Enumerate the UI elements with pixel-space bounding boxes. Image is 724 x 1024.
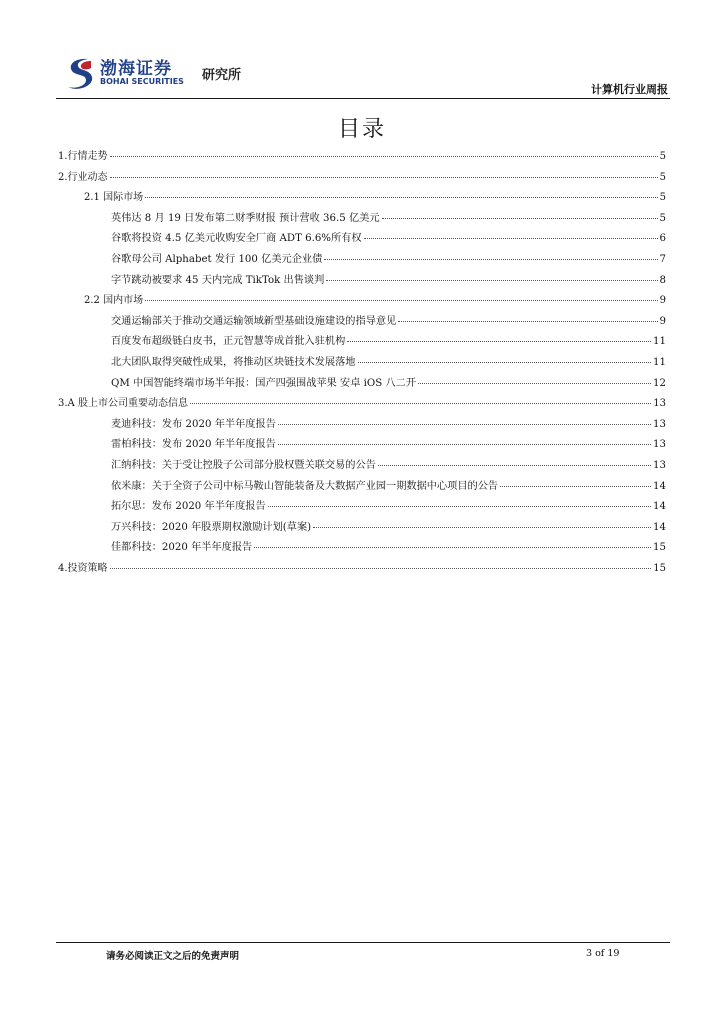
toc-leader: [110, 156, 658, 157]
toc-leader: [278, 424, 651, 425]
toc-entry-page: 14: [653, 480, 666, 492]
toc-entry[interactable]: [58, 312, 666, 333]
report-type: 计算机行业周报: [591, 83, 668, 96]
toc-entry-page: 13: [653, 439, 666, 451]
toc-entry[interactable]: [58, 229, 666, 250]
toc-entry[interactable]: [58, 497, 666, 518]
toc-entry-text: 2.2 国内市场: [84, 295, 144, 307]
toc-entry-text: 万兴科技：2020 年股票期权激励计划(草案): [111, 521, 312, 533]
toc-entry[interactable]: [58, 209, 666, 230]
toc-entry-text: 北大团队取得突破性成果，将推动区块链技术发展落地: [111, 356, 356, 368]
toc-entry-page: 9: [659, 315, 666, 327]
toc-entry-text: 3.A 股上市公司重要动态信息: [58, 398, 188, 410]
toc-entry-text: 谷歌母公司 Alphabet 发行 100 亿美元企业债: [111, 253, 323, 265]
toc-entry-page: 13: [653, 459, 666, 471]
toc-entry[interactable]: [58, 456, 666, 477]
toc-leader: [500, 486, 651, 487]
toc-entry-page: 12: [653, 377, 666, 389]
toc-leader: [324, 259, 657, 260]
toc-entry[interactable]: [58, 559, 666, 580]
toc-entry-page: 5: [659, 171, 666, 183]
toc-entry[interactable]: [58, 332, 666, 353]
toc-entry-text: 拓尔思：发布 2020 年半年度报告: [111, 501, 266, 513]
toc-leader: [398, 321, 657, 322]
toc-entry-text: 麦迪科技：发布 2020 年半年度报告: [111, 418, 276, 430]
toc-entry[interactable]: [58, 353, 666, 374]
footer-divider: [56, 942, 670, 943]
toc-entry[interactable]: [58, 374, 666, 395]
header-divider: [56, 98, 670, 99]
toc-leader: [190, 403, 651, 404]
page-number: 3 of 19: [586, 948, 620, 959]
brand-name-cn: 渤海证券: [100, 59, 172, 79]
toc-entry[interactable]: [58, 435, 666, 456]
toc-entry-page: 13: [653, 418, 666, 430]
toc-entry-text: 2.1 国际市场: [84, 192, 144, 204]
toc-entry-page: 5: [659, 151, 666, 162]
brand-name-en: BOHAI SECURITIES: [100, 77, 184, 86]
toc-entry-page: 11: [653, 336, 666, 348]
toc-entry-text: 雷柏科技：发布 2020 年半年度报告: [111, 439, 276, 451]
toc-entry-page: 7: [659, 253, 666, 265]
toc-leader: [254, 547, 651, 548]
toc-entry-page: 15: [653, 542, 666, 554]
toc-leader: [278, 444, 651, 445]
toc-entry[interactable]: [58, 271, 666, 292]
toc-entry-page: 11: [653, 356, 666, 368]
toc-leader: [364, 238, 658, 239]
toc-leader: [268, 506, 651, 507]
toc-entry[interactable]: [58, 291, 666, 312]
toc-entry[interactable]: [58, 147, 666, 168]
toc-leader: [110, 177, 658, 178]
disclaimer-text: 请务必阅读正文之后的免责声明: [106, 951, 240, 962]
toc-entry-page: 14: [653, 521, 666, 533]
toc-entry[interactable]: [58, 250, 666, 271]
toc-entry-text: 交通运输部关于推动交通运输领域新型基础设施建设的指导意见: [111, 315, 397, 327]
toc-entry-page: 15: [653, 562, 666, 574]
toc-entry-text: 依米康：关于全资子公司中标马鞍山智能装备及大数据产业园一期数据中心项目的公告: [111, 480, 499, 492]
toc-entry-text: 佳都科技：2020 年半年度报告: [111, 542, 253, 554]
toc-entry[interactable]: [58, 518, 666, 539]
toc-leader: [382, 218, 658, 219]
toc-entry-text: 2.行业动态: [58, 171, 108, 183]
toc-leader: [313, 527, 651, 528]
bohai-logo-icon: [64, 56, 96, 90]
toc-entry-text: 谷歌将投资 4.5 亿美元收购安全厂商 ADT 6.6%所有权: [111, 233, 362, 245]
toc-entry[interactable]: [58, 188, 666, 209]
table-of-contents: [58, 147, 666, 579]
toc-entry-page: 5: [659, 192, 666, 204]
toc-leader: [347, 341, 651, 342]
toc-entry-page: 6: [659, 233, 666, 245]
toc-entry[interactable]: [58, 538, 666, 559]
page-footer: [56, 942, 670, 964]
toc-leader: [145, 300, 658, 301]
bohai-securities-logo: [64, 52, 264, 96]
toc-entry[interactable]: [58, 394, 666, 415]
toc-entry-page: 14: [653, 501, 666, 513]
toc-entry-page: 8: [659, 274, 666, 286]
toc-leader: [358, 362, 652, 363]
toc-entry-text: 4.投资策略: [58, 562, 108, 574]
toc-entry-text: 英伟达 8 月 19 日发布第二财季财报 预计营收 36.5 亿美元: [111, 212, 380, 224]
toc-leader: [378, 465, 651, 466]
toc-entry[interactable]: [58, 168, 666, 189]
toc-entry-text: QM 中国智能终端市场半年报：国产四强围战苹果 安卓 iOS 八二开: [111, 377, 417, 389]
toc-entry-text: 百度发布超级链白皮书，正元智慧等成首批入驻机构: [111, 336, 346, 348]
toc-entry-text: 1.行情走势: [58, 151, 108, 162]
toc-entry-page: 9: [659, 295, 666, 307]
toc-entry-text: 汇纳科技：关于受让控股子公司部分股权暨关联交易的公告: [111, 459, 376, 471]
toc-entry-page: 13: [653, 398, 666, 410]
toc-leader: [110, 568, 652, 569]
toc-entry-text: 字节跳动被要求 45 天内完成 TikTok 出售谈判: [111, 274, 325, 286]
toc-entry[interactable]: [58, 415, 666, 436]
toc-entry[interactable]: [58, 477, 666, 498]
page-header: [64, 52, 668, 100]
toc-leader: [418, 383, 651, 384]
toc-leader: [145, 197, 658, 198]
toc-title: 目录: [337, 117, 386, 142]
toc-leader: [326, 280, 657, 281]
institute-label: 研究所: [202, 68, 242, 83]
toc-entry-page: 5: [659, 212, 666, 224]
